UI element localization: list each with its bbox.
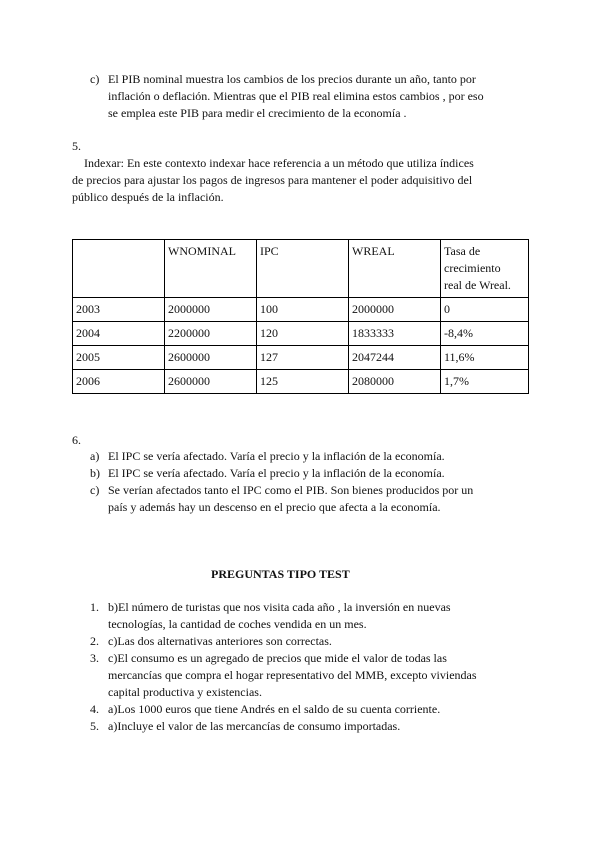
text-line: país y además hay un descenso en el precio que afecta a la economía. bbox=[108, 500, 441, 514]
text-line: tecnologías, la cantidad de coches vendida en un mes. bbox=[108, 617, 367, 631]
list-marker: 3. bbox=[90, 651, 99, 665]
table-cell: 120 bbox=[257, 322, 349, 346]
text-line: c)El consumo es un agregado de precios que mide el valor de todas las bbox=[108, 651, 447, 665]
table-cell: 125 bbox=[257, 370, 349, 394]
text-line: se emplea este PIB para medir el crecimiento de la economía . bbox=[108, 106, 407, 120]
table-header-cell: Tasa de crecimiento real de Wreal. bbox=[441, 240, 529, 298]
table-cell: 2000000 bbox=[165, 298, 257, 322]
table-row bbox=[73, 346, 529, 370]
text-line: de precios para ajustar los pagos de ingresos para mantener el poder adquisitivo del bbox=[72, 173, 473, 187]
text-line: público después de la inflación. bbox=[72, 190, 224, 204]
item-text bbox=[108, 448, 528, 465]
item-text bbox=[108, 650, 528, 701]
item-text bbox=[108, 718, 528, 735]
test-heading: PREGUNTAS TIPO TEST bbox=[211, 567, 350, 581]
table-cell: 2000000 bbox=[349, 298, 441, 322]
table-header-cell: IPC bbox=[257, 240, 349, 298]
table-cell: 2005 bbox=[73, 346, 165, 370]
list-marker: c) bbox=[90, 483, 100, 497]
question-5-text bbox=[72, 155, 532, 206]
text-line: mercancías que compra el hogar representativo del MMB, excepto viviendas bbox=[108, 668, 477, 682]
question-5-number: 5. bbox=[72, 139, 81, 153]
text-line: El IPC se vería afectado. Varía el precio y la inflación de la economía. bbox=[108, 449, 445, 463]
table-header-cell: WREAL bbox=[349, 240, 441, 298]
question-6-number: 6. bbox=[72, 433, 81, 447]
list-marker: 2. bbox=[90, 634, 99, 648]
list-marker: 1. bbox=[90, 600, 99, 614]
table-cell: 2200000 bbox=[165, 322, 257, 346]
list-marker: c) bbox=[90, 72, 100, 86]
list-marker: a) bbox=[90, 449, 100, 463]
table-cell: 1833333 bbox=[349, 322, 441, 346]
text-line: inflación o deflación. Mientras que el PIB real elimina estos cambios , por eso bbox=[108, 89, 484, 103]
item-text bbox=[108, 482, 528, 516]
text-line: a)Incluye el valor de las mercancías de consumo importadas. bbox=[108, 719, 401, 733]
table-header-row bbox=[73, 240, 529, 298]
table-row bbox=[73, 298, 529, 322]
text-line: Se verían afectados tanto el IPC como el PIB. Son bienes producidos por un bbox=[108, 483, 474, 497]
table-row bbox=[73, 370, 529, 394]
table-cell: 2080000 bbox=[349, 370, 441, 394]
text-line: a)Los 1000 euros que tiene Andrés en el saldo de su cuenta corriente. bbox=[108, 702, 441, 716]
table-cell: 2004 bbox=[73, 322, 165, 346]
table-header-cell bbox=[73, 240, 165, 298]
table-cell: 2600000 bbox=[165, 370, 257, 394]
table-cell: -8,4% bbox=[441, 322, 529, 346]
item-text bbox=[108, 633, 528, 650]
wage-table bbox=[72, 239, 529, 394]
table-cell: 2006 bbox=[73, 370, 165, 394]
table-cell: 2600000 bbox=[165, 346, 257, 370]
item-text bbox=[108, 599, 528, 633]
answer-c-text bbox=[108, 71, 528, 122]
text-line: c)Las dos alternativas anteriores son correctas. bbox=[108, 634, 332, 648]
table-cell: 2003 bbox=[73, 298, 165, 322]
text-line: capital productiva y existencias. bbox=[108, 685, 262, 699]
table-cell: 1,7% bbox=[441, 370, 529, 394]
table-cell: 100 bbox=[257, 298, 349, 322]
list-marker: 5. bbox=[90, 719, 99, 733]
text-line: b)El número de turistas que nos visita cada año , la inversión en nuevas bbox=[108, 600, 451, 614]
list-marker: 4. bbox=[90, 702, 99, 716]
table-header-cell: WNOMINAL bbox=[165, 240, 257, 298]
table-cell: 11,6% bbox=[441, 346, 529, 370]
item-text bbox=[108, 701, 528, 718]
table-cell: 0 bbox=[441, 298, 529, 322]
text-line: El IPC se vería afectado. Varía el precio y la inflación de la economía. bbox=[108, 466, 445, 480]
list-marker: b) bbox=[90, 466, 100, 480]
table-cell: 2047244 bbox=[349, 346, 441, 370]
table-cell: 127 bbox=[257, 346, 349, 370]
item-text bbox=[108, 465, 528, 482]
text-line: Indexar: En este contexto indexar hace referencia a un método que utiliza índices bbox=[84, 156, 474, 170]
text-line: El PIB nominal muestra los cambios de los precios durante un año, tanto por bbox=[108, 72, 476, 86]
table-row bbox=[73, 322, 529, 346]
